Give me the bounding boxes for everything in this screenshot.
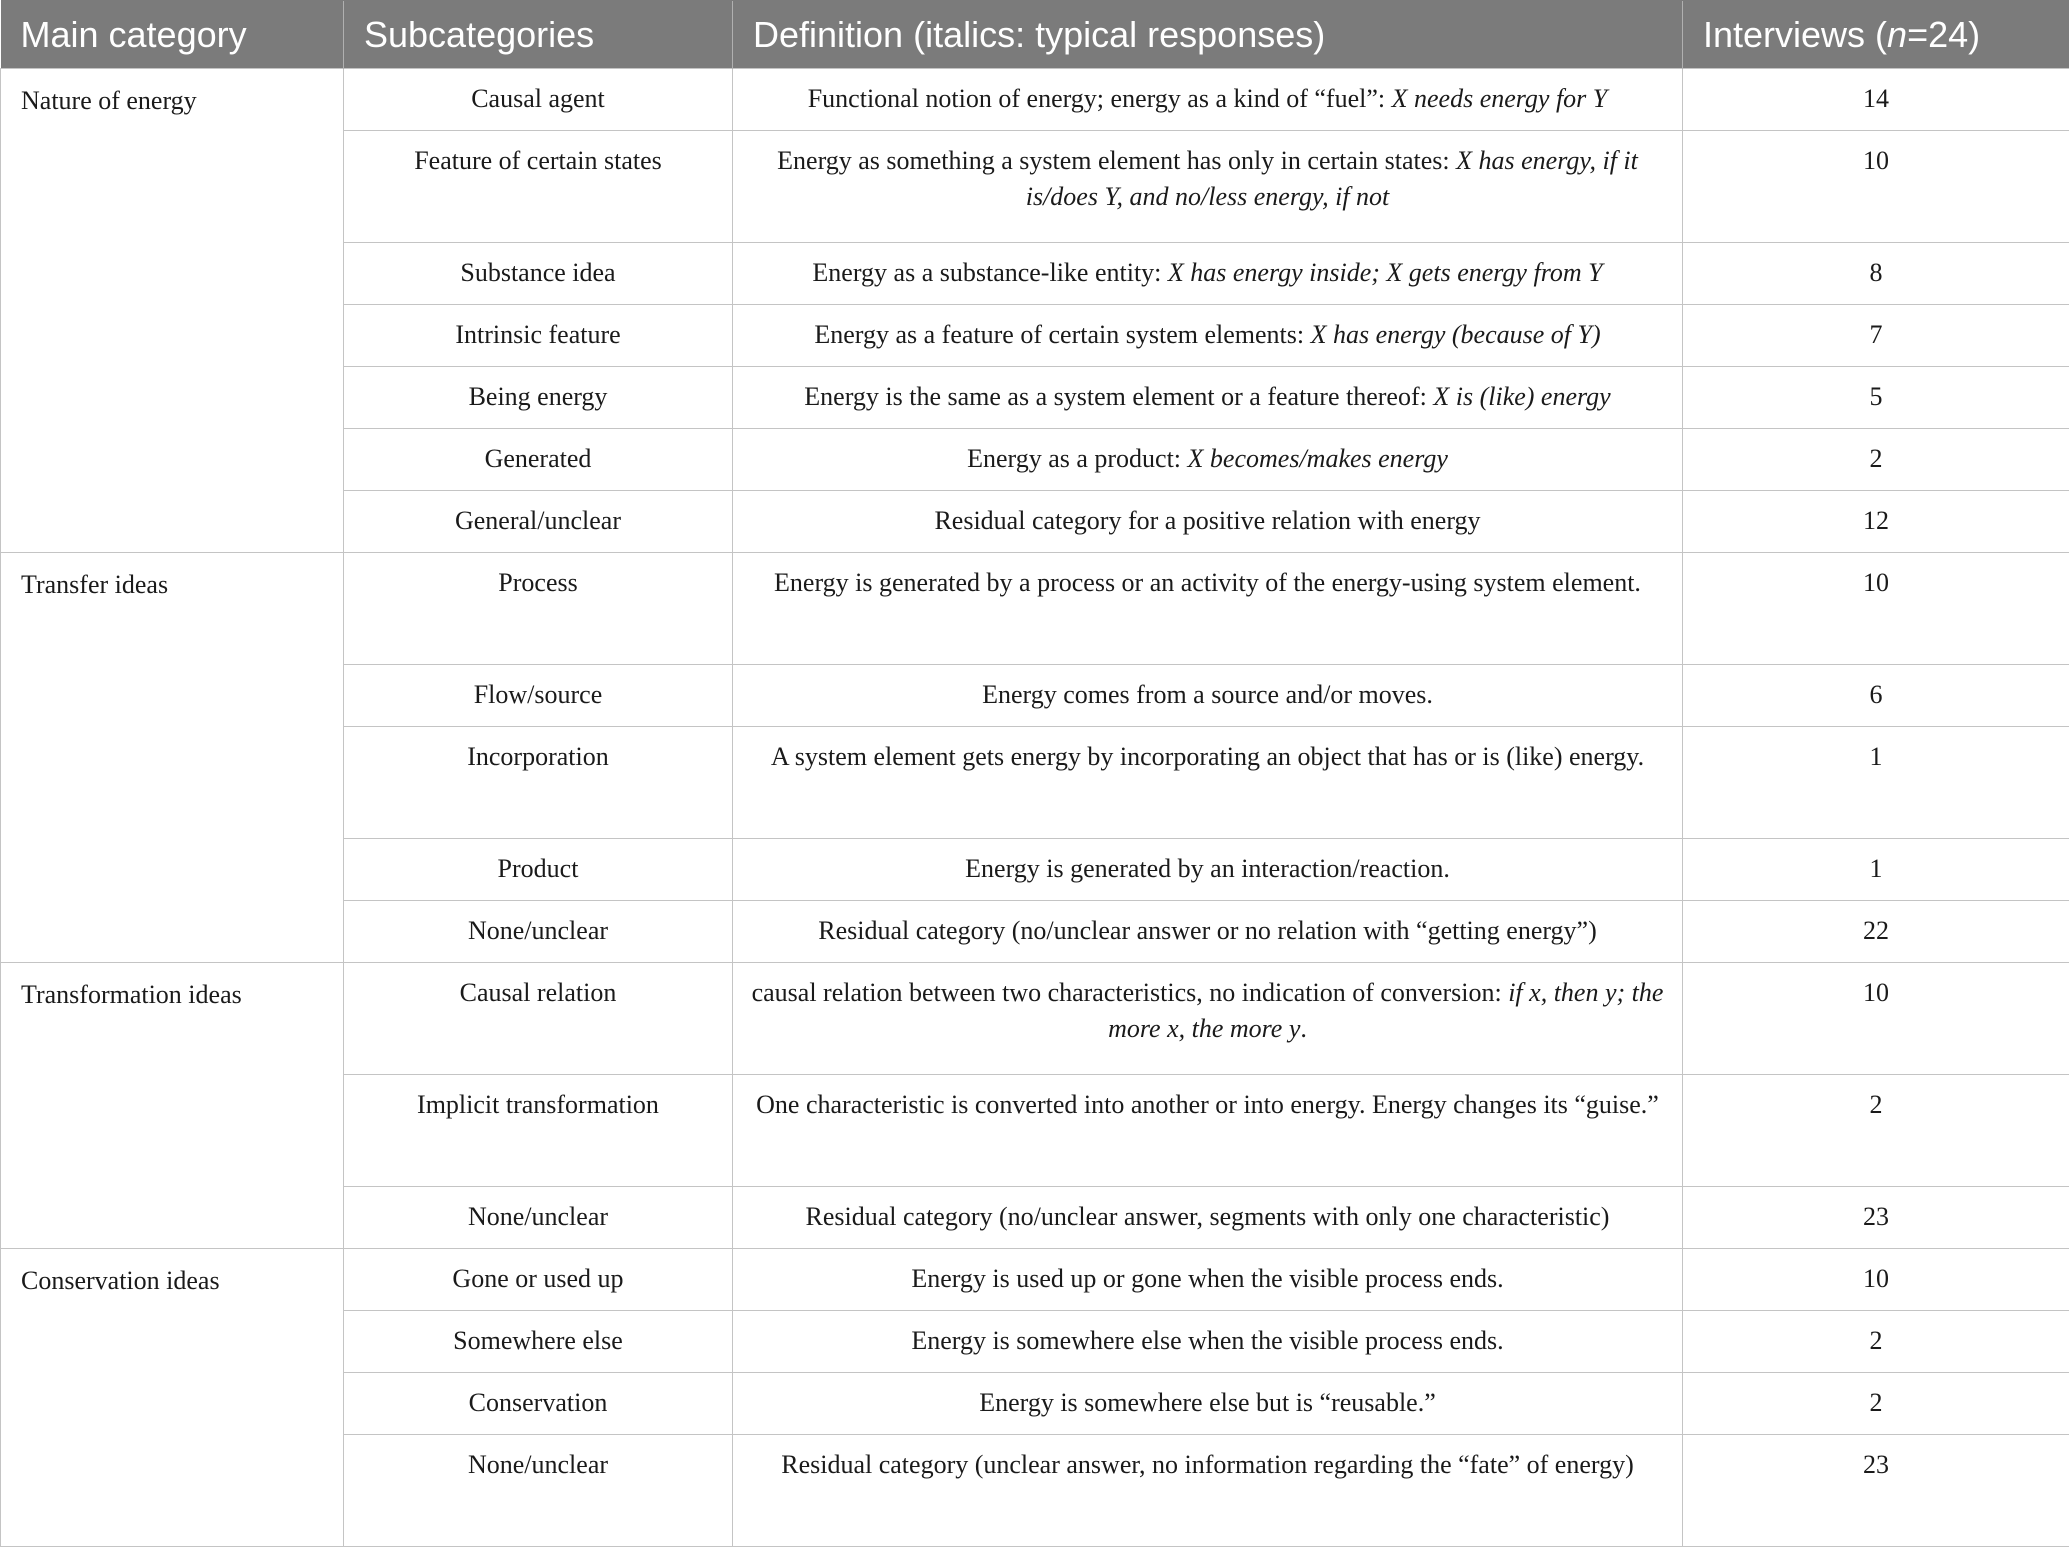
definition-text: Energy as something a system element has only in certain states: [777, 146, 1457, 175]
typical-response: X has energy (because of Y) [1310, 320, 1601, 349]
header-interviews-prefix: Interviews ( [1703, 13, 1888, 55]
subcategory-cell: None/unclear [344, 1435, 733, 1547]
definition-cell: One characteristic is converted into another or into energy. Energy changes its “guise.” [733, 1075, 1683, 1187]
subcategory-cell: None/unclear [344, 1187, 733, 1249]
typical-response: X needs energy for Y [1391, 84, 1608, 113]
interview-count-cell: 2 [1683, 1373, 2069, 1435]
definition-text: Residual category for a positive relation with energy [934, 506, 1481, 535]
interview-count-cell: 1 [1683, 727, 2069, 839]
interview-count-cell: 10 [1683, 131, 2069, 243]
interview-count-cell: 5 [1683, 367, 2069, 429]
subcategory-cell: Generated [344, 429, 733, 491]
interview-count-cell: 23 [1683, 1435, 2069, 1547]
interview-count-cell: 1 [1683, 839, 2069, 901]
subcategory-cell: None/unclear [344, 901, 733, 963]
interview-count-cell: 7 [1683, 305, 2069, 367]
interview-count-cell: 10 [1683, 963, 2069, 1075]
typical-response: if x, then y; the more x, the more y [1108, 978, 1664, 1043]
interview-count-cell: 2 [1683, 429, 2069, 491]
interview-count-cell: 6 [1683, 665, 2069, 727]
subcategory-cell: Causal relation [344, 963, 733, 1075]
subcategory-cell: Substance idea [344, 243, 733, 305]
definition-cell: Residual category (unclear answer, no information regarding the “fate” of energy) [733, 1435, 1683, 1547]
subcategory-cell: Product [344, 839, 733, 901]
definition-cell: Energy comes from a source and/or moves. [733, 665, 1683, 727]
definition-cell: Energy is somewhere else when the visible process ends. [733, 1311, 1683, 1373]
typical-response: X has energy inside; X gets energy from Y [1167, 258, 1603, 287]
main-category-cell: Transfer ideas [1, 553, 344, 963]
subcategory-cell: Incorporation [344, 727, 733, 839]
definition-text: Energy as a substance-like entity: [812, 258, 1168, 287]
definition-cell [733, 69, 1683, 131]
definition-text: Functional notion of energy; energy as a kind of “fuel”: [807, 84, 1392, 113]
subcategory-cell: Causal agent [344, 69, 733, 131]
subcategory-cell: Flow/source [344, 665, 733, 727]
subcategory-cell: Intrinsic feature [344, 305, 733, 367]
header-interviews-n: n [1887, 13, 1908, 55]
definition-cell: Energy is used up or gone when the visible process ends. [733, 1249, 1683, 1311]
typical-response: X has energy, if it is/does Y, and no/less energy, if not [1025, 146, 1638, 211]
header-interviews-suffix: =24) [1907, 13, 1981, 55]
table-row [1, 69, 2069, 131]
subcategory-cell: Process [344, 553, 733, 665]
definition-tail: . [1300, 1014, 1307, 1043]
definition-text: Energy as a feature of certain system elements: [814, 320, 1311, 349]
definition-text: causal relation between two characteristics, no indication of conversion: [751, 978, 1509, 1007]
interview-count-cell: 23 [1683, 1187, 2069, 1249]
header-interviews [1683, 1, 2069, 69]
definition-cell: Energy is somewhere else but is “reusable.” [733, 1373, 1683, 1435]
definition-cell [733, 131, 1683, 243]
table-row [1, 963, 2069, 1075]
interview-count-cell: 10 [1683, 553, 2069, 665]
header-definition: Definition (italics: typical responses) [733, 1, 1683, 69]
main-category-cell: Nature of energy [1, 69, 344, 553]
interview-count-cell: 2 [1683, 1311, 2069, 1373]
subcategory-cell: Gone or used up [344, 1249, 733, 1311]
table-row [1, 1249, 2069, 1311]
subcategory-cell: Implicit transformation [344, 1075, 733, 1187]
definition-cell: A system element gets energy by incorporating an object that has or is (like) energy. [733, 727, 1683, 839]
definition-cell [733, 491, 1683, 553]
definition-cell [733, 243, 1683, 305]
interview-count-cell: 2 [1683, 1075, 2069, 1187]
subcategory-cell: Feature of certain states [344, 131, 733, 243]
main-category-cell: Conservation ideas [1, 1249, 344, 1547]
typical-response: X becomes/makes energy [1187, 444, 1448, 473]
table-row [1, 553, 2069, 665]
definition-text: Energy as a product: [967, 444, 1188, 473]
interview-count-cell: 22 [1683, 901, 2069, 963]
interview-count-cell: 8 [1683, 243, 2069, 305]
definition-cell: Energy is generated by an interaction/reaction. [733, 839, 1683, 901]
definition-cell [733, 429, 1683, 491]
definition-cell: Residual category (no/unclear answer, segments with only one characteristic) [733, 1187, 1683, 1249]
interview-count-cell: 10 [1683, 1249, 2069, 1311]
definition-cell: Energy is generated by a process or an activity of the energy-using system element. [733, 553, 1683, 665]
definition-cell [733, 367, 1683, 429]
main-category-cell: Transformation ideas [1, 963, 344, 1249]
definition-cell: Residual category (no/unclear answer or no relation with “getting energy”) [733, 901, 1683, 963]
header-main-category: Main category [1, 1, 344, 69]
interview-count-cell: 12 [1683, 491, 2069, 553]
typical-response: X is (like) energy [1433, 382, 1611, 411]
definition-cell [733, 305, 1683, 367]
definition-cell [733, 963, 1683, 1075]
header-row [1, 1, 2069, 69]
header-subcategories: Subcategories [344, 1, 733, 69]
definition-text: Energy is the same as a system element or a feature thereof: [804, 382, 1434, 411]
subcategory-cell: Somewhere else [344, 1311, 733, 1373]
interview-count-cell: 14 [1683, 69, 2069, 131]
subcategory-cell: General/unclear [344, 491, 733, 553]
subcategory-cell: Being energy [344, 367, 733, 429]
subcategory-cell: Conservation [344, 1373, 733, 1435]
